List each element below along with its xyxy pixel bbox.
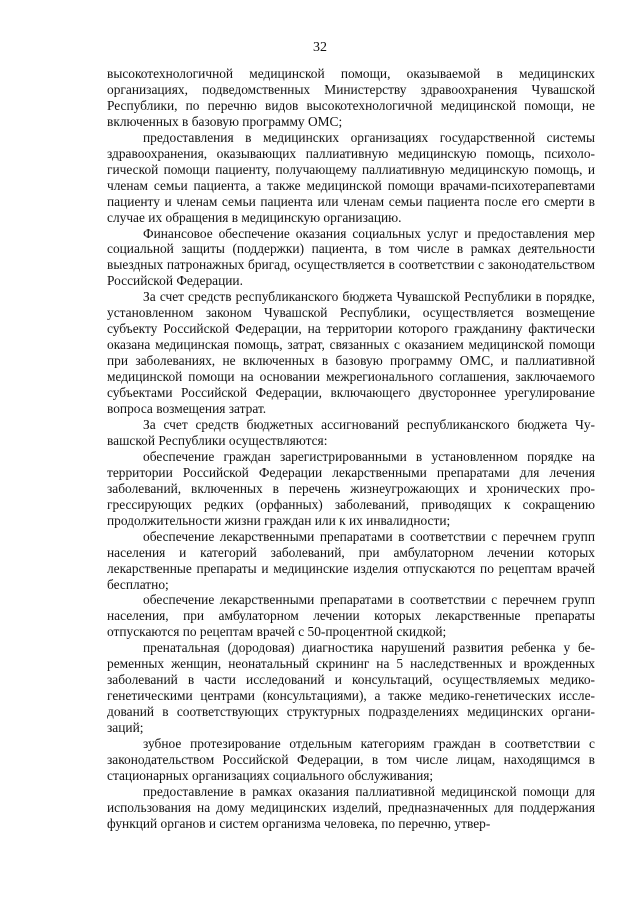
list-item: обеспечение лекарственными препаратами в соответствии с перечнем групп населения, при амбулаторном лечении которых лекарственные препараты отпускаются по рецептам врачей с 50-процентной скидкой; xyxy=(107,592,595,640)
page-number: 32 xyxy=(313,40,327,55)
paragraph: За счет средств бюджетных ассигнований республиканского бюджета Чувашской Республики осуществляются: xyxy=(107,416,595,448)
list-item: обеспечение лекарственными препаратами в соответствии с перечнем групп населения и категорий заболеваний, при амбулаторном лечении которых лекарственные препараты и медицинские изделия отпускаются по рецептам врачей бесплатно; xyxy=(107,528,595,592)
list-item: обеспечение граждан зарегистрированными в установленном порядке на территории Российской Федерации лекарственными препаратами для лечения заболеваний, включенных в перечень жизнеугрожающих и хронических прогрессирующих редких (орфанных) заболеваний, приводящих к сокращению продолжительности жизни граждан или к их инвалидности; xyxy=(107,448,595,528)
list-item: зубное протезирование отдельным категориям граждан в соответствии с законодательством Российской Федерации, в том числе лицам, находящимся в стационарных организациях социального обслуживания; xyxy=(107,736,595,783)
body-text xyxy=(107,66,595,832)
list-item: пренатальная (дородовая) диагностика нарушений развития ребенка у беременных женщин, неонатальный скрининг на 5 наследственных и врожденных заболеваний в части исследований и консультаций, осуществляемых медико-генетическими центрами (консультациями), а также медико-генетических исследований в соответствующих структурных подразделениях медицинских организаций; xyxy=(107,640,595,736)
paragraph-continued: высокотехнологичной медицинской помощи, оказываемой в медицинских организациях, подведомственных Министерству здравоохранения Чувашской Республики, по перечню видов высокотехнологичной медицинской помощи, не включенных в базовую программу ОМС; xyxy=(107,66,595,129)
paragraph: предоставления в медицинских организациях государственной системы здравоохранения, оказывающих паллиативную медицинскую помощь, психологической помощи пациенту, получающему паллиативную медицинскую помощь, и членам семьи пациента, а также медицинской помощи врачами-психотерапевтами пациенту и членам семьи пациента или членам семьи пациента после его смерти в случае их обращения в медицинскую организацию. xyxy=(107,129,595,225)
paragraph: За счет средств республиканского бюджета Чувашской Республики в порядке, установленном законом Чувашской Республики, осуществляется возмещение субъекту Российской Федерации, на территории которого гражданину фактически оказана медицинская помощь, затрат, связанных с оказанием медицинской помощи при заболеваниях, не включенных в базовую программу ОМС, и паллиативной медицинской помощи на основании межрегионального соглашения, заключаемого субъектами Российской Федерации, включающего двустороннее урегулирование вопроса возмещения затрат. xyxy=(107,289,595,417)
paragraph: Финансовое обеспечение оказания социальных услуг и предоставления мер социальной защиты (поддержки) пациента, в том числе в рамках деятельности выездных патронажных бригад, осуществляется в соответствии с законодательством Российской Федерации. xyxy=(107,225,595,289)
list-item: предоставление в рамках оказания паллиативной медицинской помощи для использования на дому медицинских изделий, предназначенных для поддержания функций органов и систем организма человека, по перечню, утвер- xyxy=(107,783,595,831)
